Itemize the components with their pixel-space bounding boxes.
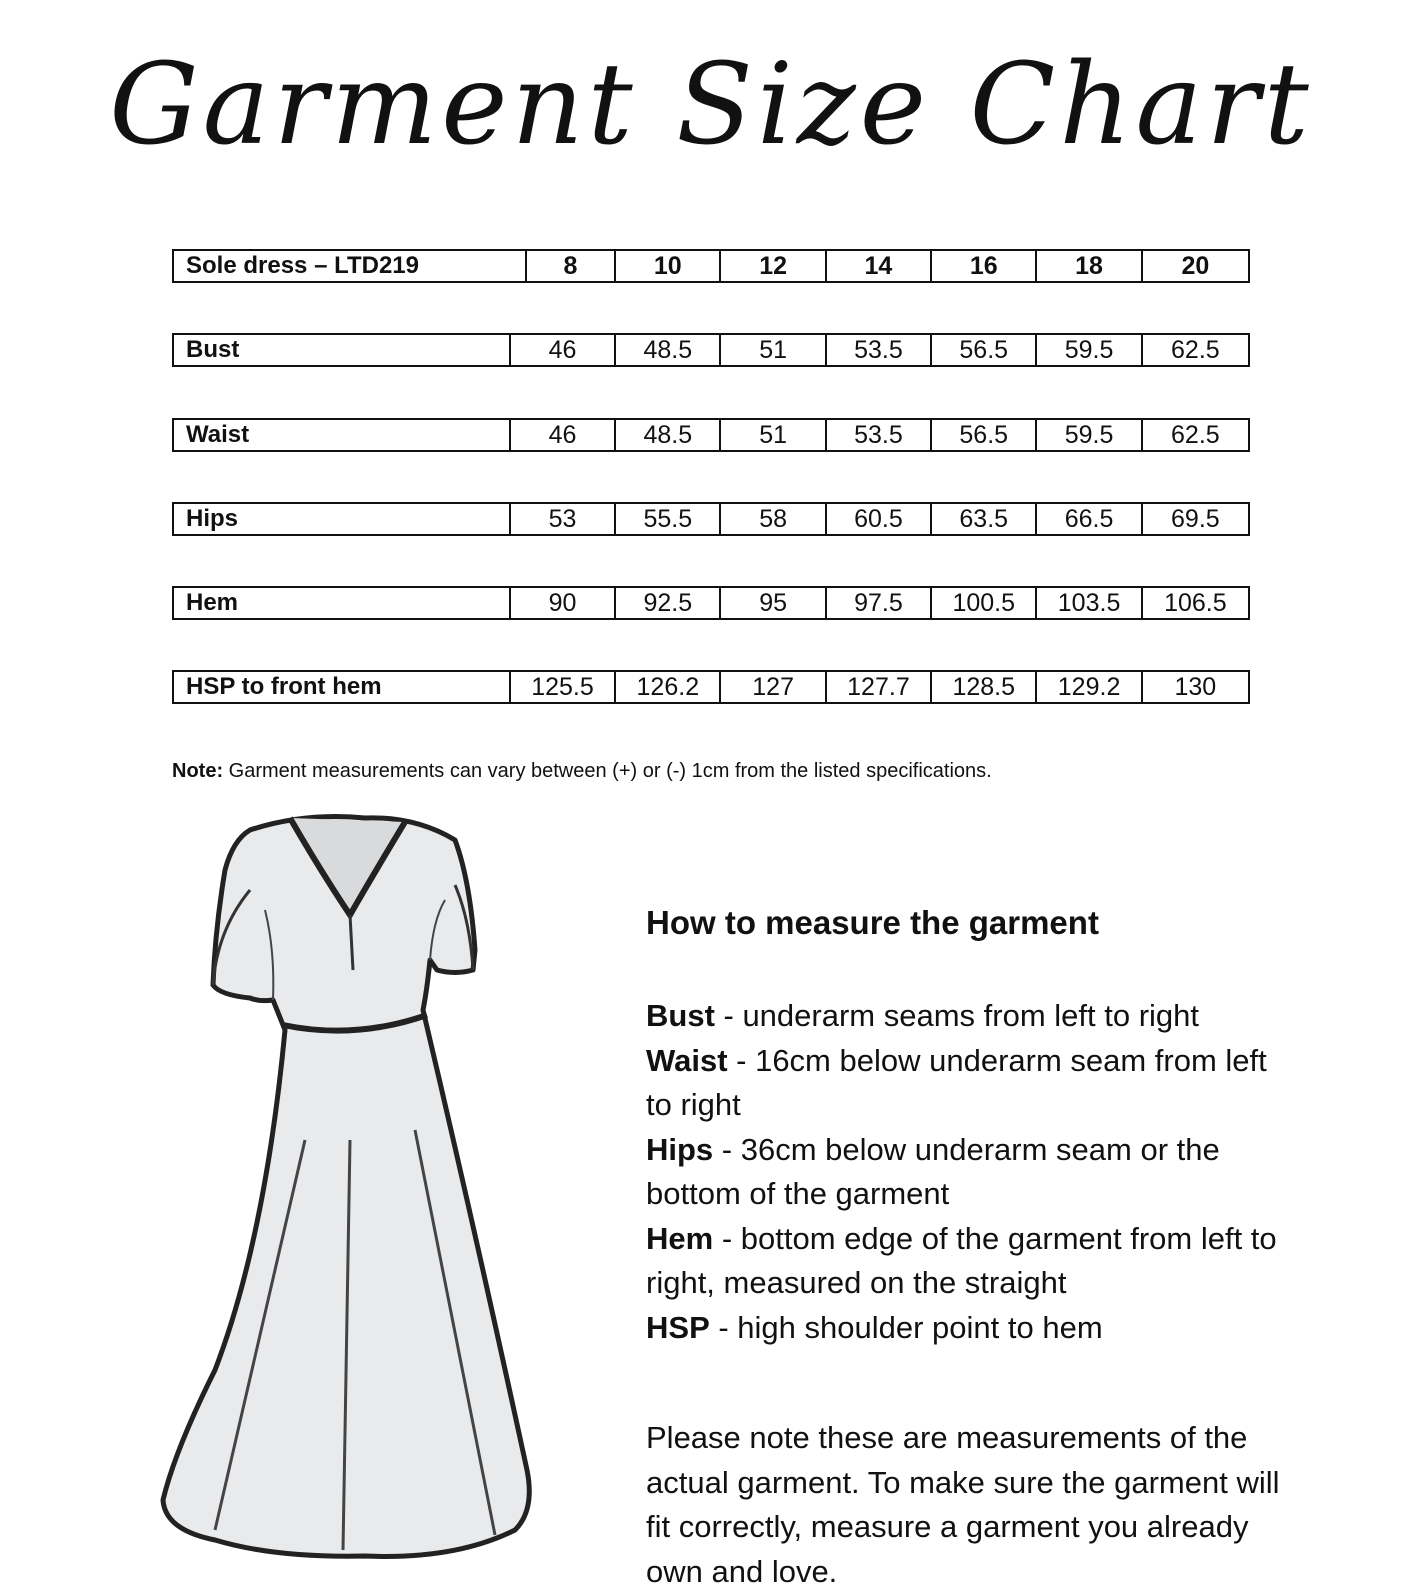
instruction-term: Hem — [646, 1220, 714, 1256]
value-cell: 62.5 — [1171, 421, 1220, 449]
size-header-cell: 20 — [1181, 252, 1210, 280]
size-header-row — [172, 249, 1250, 283]
note-label: Note: — [172, 760, 224, 782]
value-cell: 106.5 — [1164, 589, 1227, 617]
value-cell: 62.5 — [1171, 336, 1220, 364]
value-cell: 59.5 — [1037, 420, 1142, 450]
value-cell: 53 — [511, 504, 616, 534]
value-cell: 69.5 — [1171, 505, 1220, 533]
value-cell: 90 — [511, 588, 616, 618]
product-label: Sole dress – LTD219 — [174, 251, 527, 281]
measurement-row-hsp — [172, 670, 1250, 704]
row-label: Hips — [174, 504, 511, 534]
measurement-row-waist — [172, 418, 1250, 452]
size-header-cell: 16 — [932, 251, 1037, 281]
value-cell: 100.5 — [932, 588, 1037, 618]
measurement-instructions — [646, 994, 1286, 1350]
instruction-item — [646, 1306, 1286, 1351]
instruction-item — [646, 1039, 1286, 1128]
instruction-item — [646, 1128, 1286, 1217]
row-label: HSP to front hem — [174, 672, 511, 702]
instruction-desc: - bottom edge of the garment from left to right, measured on the straight — [646, 1220, 1277, 1300]
value-cell: 128.5 — [932, 672, 1037, 702]
value-cell: 59.5 — [1037, 335, 1142, 365]
instruction-term: Hips — [646, 1131, 714, 1167]
measurement-row-hips — [172, 502, 1250, 536]
value-cell: 56.5 — [932, 335, 1037, 365]
value-cell: 126.2 — [616, 672, 721, 702]
value-cell: 127.7 — [827, 672, 932, 702]
value-cell: 103.5 — [1037, 588, 1142, 618]
value-cell: 58 — [721, 504, 826, 534]
fit-advice-paragraph: Please note these are measurements of the actual garment. To make sure the garment will fit correctly, measure a garment you already own and love. — [646, 1420, 1280, 1589]
value-cell: 92.5 — [616, 588, 721, 618]
instruction-term: Waist — [646, 1042, 728, 1078]
value-cell: 51 — [721, 420, 826, 450]
size-header-cell: 10 — [616, 251, 721, 281]
value-cell: 46 — [511, 335, 616, 365]
value-cell: 46 — [511, 420, 616, 450]
instruction-item — [646, 994, 1286, 1039]
instruction-term: Bust — [646, 998, 715, 1033]
instruction-desc: - underarm seams from left to right — [714, 998, 1199, 1033]
size-header-cell: 12 — [721, 251, 826, 281]
how-to-measure-section — [646, 898, 1286, 1594]
value-cell: 66.5 — [1037, 504, 1142, 534]
value-cell: 97.5 — [827, 588, 932, 618]
size-header-cell: 18 — [1037, 251, 1142, 281]
instruction-item — [646, 1217, 1286, 1306]
row-label: Hem — [174, 588, 511, 618]
value-cell: 48.5 — [616, 335, 721, 365]
measurement-row-bust — [172, 333, 1250, 367]
size-header-cell: 14 — [827, 251, 932, 281]
value-cell: 56.5 — [932, 420, 1037, 450]
size-header-cell: 8 — [527, 251, 616, 281]
how-to-heading: How to measure the garment — [646, 904, 1099, 941]
value-cell: 48.5 — [616, 420, 721, 450]
value-cell: 53.5 — [827, 420, 932, 450]
dress-illustration-icon — [155, 810, 555, 1564]
value-cell: 127 — [721, 672, 826, 702]
row-label: Waist — [174, 420, 511, 450]
value-cell: 129.2 — [1037, 672, 1142, 702]
note-text: Garment measurements can vary between (+) or (-) 1cm from the listed specifications. — [223, 760, 992, 782]
instruction-desc: - 16cm below underarm seam from left to right — [646, 1042, 1267, 1122]
value-cell: 60.5 — [827, 504, 932, 534]
value-cell: 63.5 — [932, 504, 1037, 534]
value-cell: 53.5 — [827, 335, 932, 365]
row-label: Bust — [174, 335, 511, 365]
measurement-note — [172, 758, 992, 784]
value-cell: 55.5 — [616, 504, 721, 534]
value-cell: 95 — [721, 588, 826, 618]
instruction-term: HSP — [646, 1309, 710, 1345]
instruction-desc: - high shoulder point to hem — [709, 1309, 1103, 1345]
value-cell: 125.5 — [511, 672, 616, 702]
page-title: Garment Size Chart — [109, 40, 1313, 170]
value-cell: 130 — [1174, 673, 1217, 701]
instruction-desc: - 36cm below underarm seam or the bottom of the garment — [646, 1131, 1220, 1211]
value-cell: 51 — [721, 335, 826, 365]
measurement-row-hem — [172, 586, 1250, 620]
